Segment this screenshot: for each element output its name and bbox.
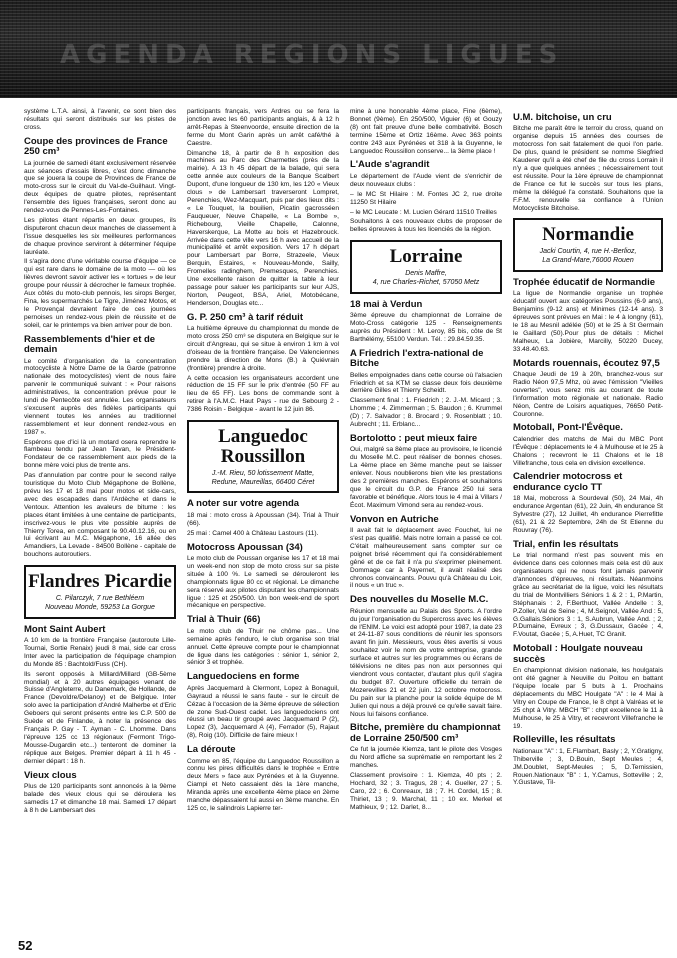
paragraph: Nationaux "A" : 1, E.Flambart, Basly ; 2, Y.Gratigny, Thiberville ; 3, D.Bouin, Sept Meules ; 4, JM.Doublet, Sept-Meules ; 5, D.Ternissien, Rouen.Nationaux "B" : 1, Y.Camus, Sotteville ; 2, Y.Gustave, Til- — [513, 747, 663, 787]
paragraph: système L.T.A. ainsi, à l'avenir, ce sont bien des résultats qui seront distribués sur les pistes de cross. — [24, 108, 176, 131]
league-address-line: Jacki Courtin, 4, rue H.-Berlioz, — [539, 248, 637, 256]
league-box-lorraine — [350, 240, 502, 293]
paragraph: Ce fut la journée Kiemza, tant le pilote des Vosges du Nord affiche sa suprématie en remportant les 2 manches. — [350, 746, 502, 770]
league-address-line: Nouveau Monde, 59253 La Gorgue — [45, 603, 155, 611]
paragraph: Classement final : 1. Friedrich ; 2. J.-M. Micard ; 3. Lhomme ; 4. Zimmerman ; 5. Baudon ; 6. Krummel (D) ; 7. Salvador ; 8. Brocard ; 9. Rosenblatt ; 10. Aubrecht ; 11. Erblanc... — [350, 397, 502, 429]
heading-trial-thuir: Trial à Thuir (66) — [187, 614, 261, 626]
paragraph: Le moto club de Poussan organise les 17 et 18 mai un week-end non stop de moto cross sur sa piste située à 100 %. Le samedi se dérouleront les championnats ligue 80 cc et régional. Le dimanche sera réservé aux pilotes disputant les championnats ligue : 125 et 250/500. Un bon week-end de sport mécanique en perspective. — [187, 555, 339, 610]
heading-deroute: La déroute — [187, 744, 236, 756]
heading-rolleville: Rolleville, les résultats — [513, 734, 616, 746]
paragraph: Espérons que d'ici là un motard osera reprendre le flambeau tendu par Jean Tavan, le Président-Fondateur de ce rassemblement aux pieds de la bonne mère voici plus de trente ans. — [24, 438, 176, 470]
league-address-line: Redune, Maureillas, 66400 Céret — [211, 478, 315, 486]
league-address-line: 4, rue Charles-Richet, 57050 Metz — [372, 278, 480, 286]
paragraph: 18 mai : moto cross à Apoussan (34). Trial à Thuir (66). — [187, 511, 339, 527]
league-box-flandres — [24, 565, 176, 618]
paragraph: Classement provisoire : 1. Kiemza, 40 pts ; 2. Hochard, 32 ; 3. Tragus, 28 ; 4. Gueller, 27 ; 5. Caro, 22 ; 6. Conreaux, 18 ; 7. H. Cordel, 15 ; 8. Thiriet, 13 ; 9. Marchal, 11 ; 10 ex. Merkel et Mathieux, 9 ; 12. Darlet, 8... — [350, 772, 502, 811]
page-number: 52 — [18, 938, 33, 953]
heading-nouvelles-moselle: Des nouvelles du Moselle M.C. — [350, 594, 489, 606]
paragraph: – le MC Leucate : M. Lucien Gérard 11510 Treilles — [350, 208, 497, 216]
league-title: Languedoc Roussillon — [218, 426, 308, 467]
paragraph: Chaque Jeudi de 19 à 20h, branchez-vous sur Radio Néon 97,5 Mhz, où avec l'émission "Vieilles ouvertes", vous serez mis au courant de toute l'information moto régionale et nationale. Radio Néon, Centre de Loisirs aquatiques, 76650 Petit-Couronne. — [513, 370, 663, 418]
heading-verdun: 18 mai à Verdun — [350, 298, 423, 310]
paragraph: Plus de 120 participants sont annoncés à la 9ème balade des vieux clous qui se déroulera les samedis 17 et dimanche 18 mai. Samedi 17 départ à 8 h de Lambersart des — [24, 782, 176, 814]
paragraph: A cette occasion les organisateurs accordent une réduction de 15 FF sur le prix d'entrée (50 FF au lieu de 65 FF). Les bons de commande sont à retirer à l'A.M.C. Haut Pays - rue de Sebourg 2 - 7386 Roisin - Belgique - avant le 12 juin 86. — [187, 374, 339, 414]
paragraph: Belles empoignades dans cette course où l'alsacien Friedrich et sa KTM se classe deux fois deuxième derrière Gilles et Thierry Scheidt. — [350, 371, 502, 395]
heading-agenda: A noter sur votre agenda — [187, 498, 300, 510]
heading-trophee: Trophée éducatif de Normandie — [513, 276, 655, 288]
banner-title: AGENDA REGIONS LIGUES — [60, 40, 564, 70]
paragraph: Réunion mensuelle au Palais des Sports. A l'ordre du jour l'organisation du Supercross avec les élèves de l'ENIM. Le voici est adopté pour 1987, la date 23 et 24-11-87 sous conditions de réunir les sponsors avant fin juin. Messieurs, vous êtes avertis si vous souhaitez voir le nom de votre entreprise, grande surface et autres sur les programmes ou écrans de télévisions ne dites pas non aux personnes qui viendront vous contacter, d'autant plus qu'il s'agira du budget 87. Ouverture officielle du terrain de Mozerevilles 21 et 22 juin. 12 octobre motocross. Du pain sur la planche pour la solide équipe de M Julien qui nous a déjà prouvé ce qu'elle savait faire. Nous lui faisons confiance. — [350, 607, 502, 718]
heading-rassemblements: Rassemblements d'hier et de demain — [24, 333, 156, 356]
paragraph: Le moto club de Thuir ne chôme pas... Une semaine après l'enduro, le club organise son trial annuel. Cette épreuve compte pour le championnat de ligue dans les catégories : sénior 1, sénior 2, sénior 3 et trophée. — [187, 627, 339, 667]
paragraph: La huitième épreuve du championnat du monde de moto cross 250 cm³ se disputera en Belgique sur le circuit d'Angreau, qui se situe à environ 1 km à vol d'oiseau de la frontière française. De Valenciennes prendre la direction de Mons (B.) à Quiévrain (frontière) prendre à droite. — [187, 325, 339, 372]
league-address-line: Denis Maffre, — [405, 270, 447, 278]
heading-motocross-apoussan: Motocross Apoussan (34) — [187, 541, 303, 553]
paragraph: Il s'agira donc d'une véritable course d'équipe — ce qui est rare dans le domaine de la moto — où les lièvres devront savoir activer les « tortues » de leur groupe pour réussir à décrocher le fameux trophée. Aux côtés du moto-club pennois, les sirops Berger, Fina, les supermarchés Le Tigre, Jiménez Motos, et le Provençal devraient faire de ces journées pernoises un rendez-vous plein de réussite et de soleil, car le printemps va bien arriver pour de bon. — [24, 258, 176, 329]
column-2 — [187, 108, 339, 815]
paragraph: Le département de l'Aude vient de s'enrichir de deux nouveaux clubs : — [350, 172, 502, 188]
paragraph: Bitche me paraît être le terroir du cross, quand on organise depuis 15 années des courses de motocross l'on sait fatalement de quoi l'on parle. De plus, quand le président se nomme Siegfried Kauderer qu'il a été chef de file du cross Lorrain il n'y a que quelques années ; nécessairement tout est réussite. Pour la 1ère épreuve de championnat de France ce fut le succès sur tous les plans, même la délégué l'a constaté. Souhaitons que la F.F.M. renouvelle sa confiance à l'Union Motocycliste Bitchoise. — [513, 125, 663, 212]
paragraph: – le MC St Hilaire : M. Fontes JC 2, rue droite 11250 St Hilaire — [350, 190, 502, 206]
heading-vonvon: Vonvon en Autriche — [350, 513, 439, 525]
heading-bitche: Bitche, première du championnat de Lorraine 250/500 cm³ — [350, 722, 501, 744]
paragraph: 25 mai : Camel 400 à Château Lastours (11). — [187, 529, 319, 537]
paragraph: Calendrier des matchs de Mai du MBC Pont l'Évêque : déplacements le 4 à Mulhouse et le 25 à Chalons ; recevront le 11 Chalons et le 18 Villefranche, tous cela en division excellence. — [513, 435, 663, 467]
heading-motoball: Motoball, Pont-l'Évêque. — [513, 422, 623, 434]
paragraph: Souhaitons à ces nouveaux clubs de proposer de belles épreuves à tous les licenciés de la région. — [350, 218, 502, 234]
heading-um-bitchoise: U.M. bitchoise, un cru — [513, 112, 612, 123]
league-address-line: La Grand-Mare,76000 Rouen — [542, 257, 634, 265]
heading-houlgate: Motoball : Houlgate nouveau succès — [513, 643, 643, 665]
heading-trial-resultats: Trial, enfin les résultats — [513, 538, 619, 550]
league-address-line: C. Pilarczyk, 7 rue Bethléem — [55, 595, 145, 603]
paragraph: Oui, malgré sa 8ème place au provisoire, le licencié du Moselle M.C. peut réaliser de bonnes choses. La 4ème place en 3ème manche peut se laisser enlever. Nous noublierons bien vite les prestations des 2 premières manches. Espérons et souhaitons que le circuit du G.P. de France 250 lui sera favorable et bénéfique. Alors tous le 4 mai à Villars /Écot. Maximum Vimond sera au rendez-vous. — [350, 446, 502, 509]
page-banner — [0, 0, 677, 98]
column-4 — [513, 108, 663, 789]
heading-motards: Motards rouennais, écoutez 97,5 — [513, 357, 660, 369]
paragraph: Les pilotes étant répartis en deux groupes, ils disputeront chacun deux manches de classement à l'issue desquelles les six meilleures performances de chaque province serviront à déterminer l'équipe lauréate. — [24, 216, 176, 256]
paragraph: Le trial normand n'est pas souvent mis en évidence dans ces colonnes mais cela est dû aux organisateurs qui ne nous font jamais parvenir d'annonces d'épreuves, ni résultats. Néanmoins grâce au secrétariat de la ligue, voici les résultats du trial de Montvilliers Séniors 1 & 2 : 1, P.Martin, Stéphanais : 2, F.Berthuot, Vallée Andelle : 3, P.Zoller, Val de Seine ; 4, M.Seignol, Vallée And : 5, G.Gallais.Séniors 3 : 1, S.Aubrun, Vallée And. ; 2, P.Dumaine, Evreux ; 3, G.Dussaux, Gacée ; 4, F.Voutat, Gacée ; 5, A.Huet, TC Granit. — [513, 552, 663, 639]
paragraph: 3ème épreuve du championnat de Lorraine de Moto-Cross catégorie 125 - Renseignements auprès du Président : M. Leroy, 85 bis, côte de St Barthélémy, 55100 Verdun. Tél. : 29.84.59.35. — [350, 312, 502, 343]
league-box-normandie — [513, 218, 663, 271]
paragraph: 18 Mai, mobcross à Sourdeval (50), 24 Mai, 4h endurance Argentan (61), 22 Juin, 4h endurance St Sylvestre (27), 12 Juillet, 4h endurance Pierrefitte (61), 21 & 22 Septembre, 24h de St Etienne du Rouvray (76). — [513, 495, 663, 534]
heading-calendrier: Calendrier motocross et endurance cyclo TT — [513, 471, 623, 493]
league-box-languedoc — [187, 420, 339, 493]
heading-vieux-clous: Vieux clous — [24, 769, 77, 781]
heading-friedrich: A Friedrich l'extra-national de Bitche — [350, 347, 484, 370]
heading-languedociens: Languedociens en forme — [187, 671, 300, 683]
paragraph: Le comité d'organisation de la concentration motocycliste à Notre Dame de la Garde (patronne nationale des motocyclistes) vient de nous faire parvenir le communiqué suivant : « Pour raisons administratives, la concentration prévue pour le lundi de Pentecôte est annulée. Les organisateurs s'excusent auprès des fidèles participants qui viennent toutes les années au traditionnel rassemblement et leur donnent rendez-vous en 1987 ». — [24, 357, 176, 436]
column-3 — [350, 108, 502, 814]
paragraph: Comme en 85, l'équipe du Languedoc Roussillon a connu les pires difficultés dans le trophée « Entre deux Mers » face aux Pyrénées et à la Guyenne. Ciampi et Neto cassaient dès la 1ère manche, Miranda après une excellente 4ème place en 2ème manche dépassaient lui aussi en 3ème manche. En 125 cc, le salindrois Lapierre ter- — [187, 757, 339, 812]
heading-coupe: Coupe des provinces de France 250 cm³ — [24, 135, 168, 158]
heading-bortolotto: Bortolotto : peut mieux faire — [350, 432, 478, 444]
paragraph: La ligue de Normandie organise un trophée éducatif ouvert aux catégories Poussins (6-9 ans), Benjamins (9-12 ans) et Minimes (12-14 ans). 3 épreuves sont prévues en Mai : le 4 à longny (61), le 18 au Mesnil adélée (50) et le 25 à St Germain le Gaillard (50).Pour plus de détails : Michel Malheux, La Jobière, Marcilly, 50220 Ducey, 33.48.40.63. — [513, 290, 663, 353]
paragraph: Il avait fait le déplacement avec Fouchet, lui ne s'est pas qualifié. Mais notre lorrain a passé ce col. C'était malheureusement sans compter sur ce poignet brisé récemment qui l'a considérablement gêné et de ce fait il n'a pu s'exprimer pleinement. Dommage car à Payernet, il avait réalisé des chronos convaincants. Pouvu qu'à Château du Loir, il nous « un truc ». — [350, 527, 502, 590]
paragraph: Ils seront opposés à Millard/Millard (GB-5ème mondial) et à 20 autres équipages venant de Suisse d'Angleterre, du Danemark, de Hollande, de France (Devoldre/Delanoy) et de Belgique. Inter solo avec la participation d'André Malherbe et d'Eric Geboers qui seront présents entre les C.P. 500 de Suède et de Finlande, à noter la présence des Français P. Gay - T. Ayman - C. Lhomme. Dans l'épreuve 125 cc 13 régionaux (Fermont Trigo-Mousse-Dugardin etc...) tenteront de dominer la réplique aux Belges. Premier départ à 11 h 45 - dernier départ : 18 h. — [24, 670, 176, 765]
league-title: Lorraine — [389, 246, 463, 268]
paragraph: participants français, vers Ardres ou se fera la jonction avec les 60 participants anglais, & à 12 h arrêt-Repas à Steenvoorde, ensuite direction de la ferme du Mont Garin après un arrêt café/thé à Caestre. — [187, 108, 339, 147]
paragraph: La journée de samedi étant exclusivement réservée aux séances d'essais libres, c'est donc dimanche que se jouera la coupe de Provinces de France de moto-cross sur le circuit du Val-de-Guilhaut. Vingt-deux équipes de quatre pilotes, représentant l'ensemble des ligues françaises, seront donc au rendez-vous de Pennes-Les-Fontaines. — [24, 159, 176, 215]
paragraph: Pas d'annulation par contre pour le second rallye touristique du Moto Club Mégaphone de Bollène, prévu les 17 et 18 mai pour motos et side-cars, avec des escapades dans l'Ardèche et dans le Ventoux. Attention les avaleurs de bitume : les places étant limitées à une centaine de participants, inscrivez-vous le plus vite possible auprès de Thierry Torea, en composant le 90.40.12.16, ou en lui écrivant au M.C. Mégaphone, 16 allée des Amandiers, La Levade - 84500 Bollène - capitale de bouchons autoroutiers. — [24, 472, 176, 559]
heading-aude: L'Aude s'agrandit — [350, 159, 430, 171]
league-title: Flandres Picardie — [28, 571, 172, 593]
paragraph: mine à une honorable 4ème place, Fine (6ème), Bonnet (9ème). En 250/500, Viguier (6) et Gouzy (8) ont fait preuve d'une belle combativité. Bosch termine 15ème et Ortiz 16ème. Avec 363 points contre 243 aux Pyrénées et 318 à la Guyenne, le Languedoc Roussillon conserve... la 3ème place ! — [350, 108, 502, 155]
paragraph: A 10 km de la frontière Française (autoroute Lille-Tournai, Sortie Renaix) jeudi 8 mai, side car cross Inter avec la participation de l'équipage champion du Monde 85 : Bachtold/Fuss (CH). — [24, 637, 176, 668]
league-title: Normandie — [542, 224, 634, 246]
paragraph: Après Jacquemard à Clermont, Lopez à Bonaguil, Gayraud a réussi le sans faute - sur le circuit de Cézac à l'occasion de la 3ème épreuve de sélection de zone Sud-Ouest cadet. Les languedociens ont réussi un beau tir groupé avec Jacquemard P (2), Lopez (3), Jacquemard A (4), Ferrador (5), Rajaut (8), Roig (10). Difficile de faire mieux ! — [187, 684, 339, 740]
heading-gp-250: G. P. 250 cm³ à tarif réduit — [187, 311, 303, 323]
heading-mont-saint-aubert: Mont Saint Aubert — [24, 623, 106, 635]
league-address-line: J.-M. Rieu, 50 lotissement Matte, — [211, 469, 315, 477]
column-1 — [24, 108, 176, 817]
paragraph: En championnat division nationale, les houlgatais ont été gagner à Neuville du Poitou en battant l'équipe locale par 5 buts à 1. Prochains déplacements du MBC Houlgate "A" : le 4 Mai à Vitry en Coupe de France, le 8 chpt à Valréas et le 25 chpt à Vitry. MBCH "B" : chpt excellence le 11 à Mulhouse, le 25 à Vitry, et recevront Villefranche le 19. — [513, 667, 663, 730]
paragraph: Dimanche 18, à partir de 8 h exposition des machines au Parc des Charmettes (près de la mairie). A 13 h 45 départ de la balade, qui sera cette année aux couleurs de la Banque Scalbert Dupont, d'une longueur de 130 km, les 120 « Vieux clous » de Lambersart traverseront Lompret, Perenchies, Wez-Macquart, puis par des lieux dits : « Le Touquet, la bouilien, Picatin gacrosséen Fauqueuer, Neuve Chapelle, « La Bombe », Richebourg, Vieille Chapelle, Calonne, Haverskerque, La Motte au bois et Hazebrouck. Arrivée dans cette ville vers 16 h avec accueil de la municipalité et arrêt exposition. Vers 17 h départ pour Lambersart par Borre, Strazeele, Vieux Berquin, Estaires, « Nouveau-Monde, Sailly, Fromelles radinghem, Premesques, Perenchies. Une excellente raison de quitter la table à leur passage pour saluer les participants sur leur AJS, Norton, Peugeot, BSA, Ariel, Motobécane, Henderson, Douglas etc... — [187, 149, 339, 307]
